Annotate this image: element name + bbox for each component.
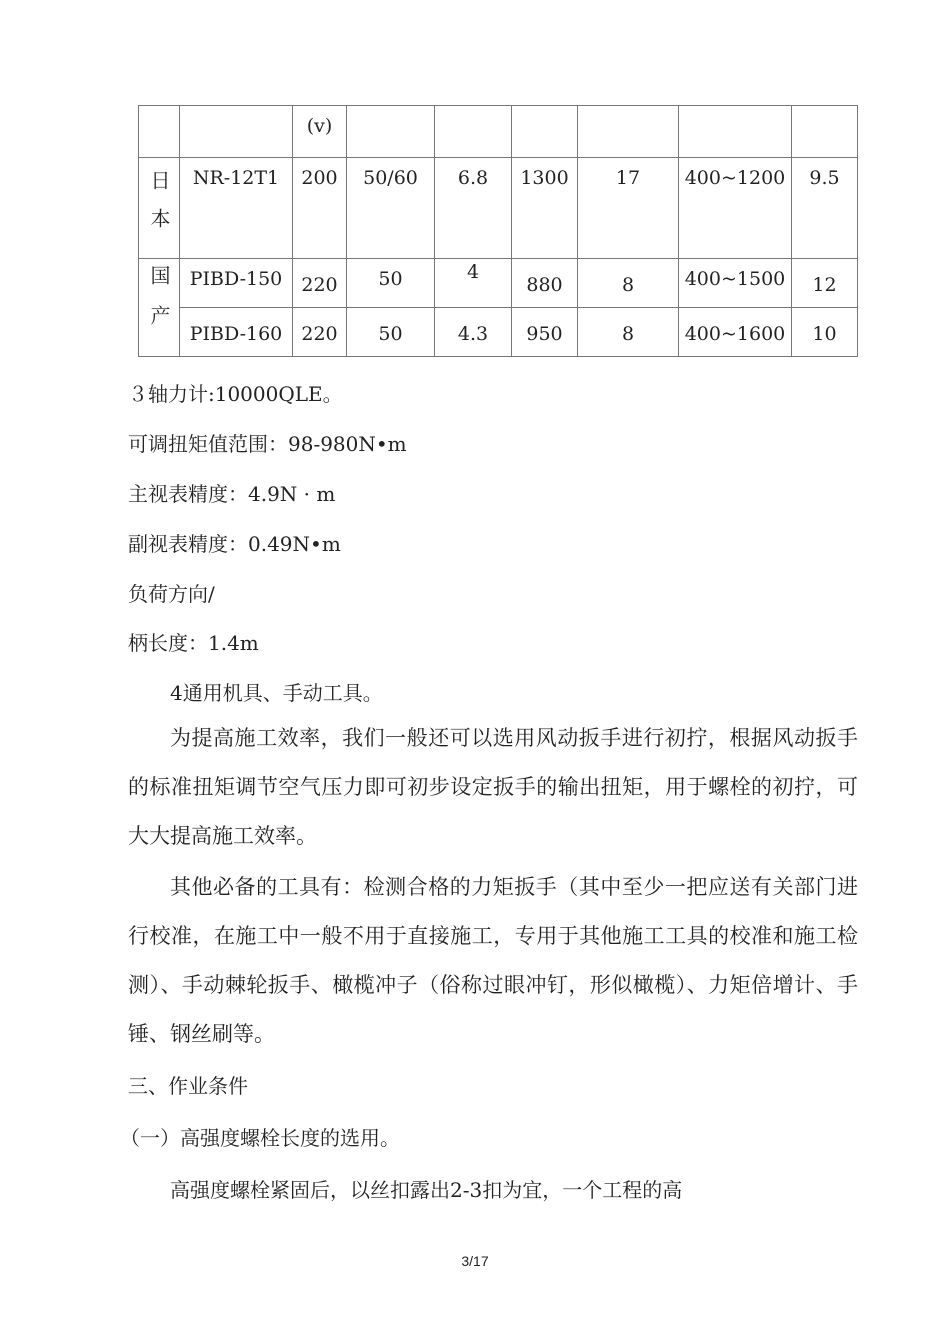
table-cell: 400~1200: [679, 158, 792, 259]
table-cell: 400~1500: [679, 259, 792, 308]
table-cell: 50: [347, 308, 435, 357]
table-cell: 1300: [512, 158, 578, 259]
table-cell: 9.5: [792, 158, 858, 259]
section-heading: 三、作业条件: [128, 1074, 248, 1098]
table-cell: PIBD-160: [180, 308, 293, 357]
table-cell: 6.8: [435, 158, 512, 259]
table-row: [139, 259, 858, 308]
spec-table: [138, 105, 858, 357]
table-cell: 4.3: [435, 308, 512, 357]
table-cell: 400~1600: [679, 308, 792, 357]
table-cell: 8: [578, 308, 679, 357]
table-cell: [435, 106, 512, 158]
table-row: [139, 308, 858, 357]
spec-line: 可调扭矩值范围：98-980N•m: [128, 432, 407, 456]
table-cell: [139, 106, 180, 158]
table-cell: 10: [792, 308, 858, 357]
spec-line: 柄长度：1.4m: [128, 631, 259, 655]
table-cell: (v): [293, 106, 347, 158]
table-cell: 220: [293, 259, 347, 308]
table-row: [139, 106, 858, 158]
table-cell: PIBD-150: [180, 259, 293, 308]
table-cell: 880: [512, 259, 578, 308]
table-cell: [792, 106, 858, 158]
table-cell: 50/60: [347, 158, 435, 259]
table-row: [139, 158, 858, 259]
subsection-heading: （一）高强度螺栓长度的选用。: [120, 1126, 400, 1150]
group-cell-japan: 日本: [139, 158, 180, 259]
table-cell: [679, 106, 792, 158]
table-cell: 950: [512, 308, 578, 357]
spec-line: 主视表精度：4.9N · m: [128, 482, 336, 506]
table-cell: NR-12T1: [180, 158, 293, 259]
table-cell: 12: [792, 259, 858, 308]
group-cell-domestic: 国产: [139, 259, 180, 357]
spec-line: 副视表精度：0.49N•m: [128, 532, 341, 556]
section-line: 4通用机具、手动工具。: [170, 681, 383, 705]
table-cell: 8: [578, 259, 679, 308]
table-cell: 200: [293, 158, 347, 259]
table-cell: [347, 106, 435, 158]
table-cell: 220: [293, 308, 347, 357]
spec-line: ３轴力计:10000QLE。: [128, 382, 343, 406]
spec-line: 负荷方向/: [128, 582, 215, 606]
table-cell: [512, 106, 578, 158]
paragraph: 为提高施工效率，我们一般还可以选用风动扳手进行初拧，根据风动扳手的标准扭矩调节空气压力即可初步设定扳手的输出扭矩，用于螺栓的初拧，可大大提高施工效率。: [128, 726, 858, 848]
table-cell: 17: [578, 158, 679, 259]
table-cell: 4: [435, 259, 512, 308]
paragraph: 高强度螺栓紧固后，以丝扣露出2-3扣为宜，一个工程的高: [170, 1178, 683, 1202]
table-cell: [180, 106, 293, 158]
table-cell: [578, 106, 679, 158]
paragraph: 其他必备的工具有：检测合格的力矩扳手（其中至少一把应送有关部门进行校准，在施工中一般不用于直接施工，专用于其他施工工具的校准和施工检测）、手动棘轮扳手、橄榄冲子（俗称过眼冲钉，形似橄榄）、力矩倍增计、手锤、钢丝刷等。: [128, 875, 858, 1046]
table-cell: 50: [347, 259, 435, 308]
page-number: 3/17: [461, 1253, 489, 1269]
